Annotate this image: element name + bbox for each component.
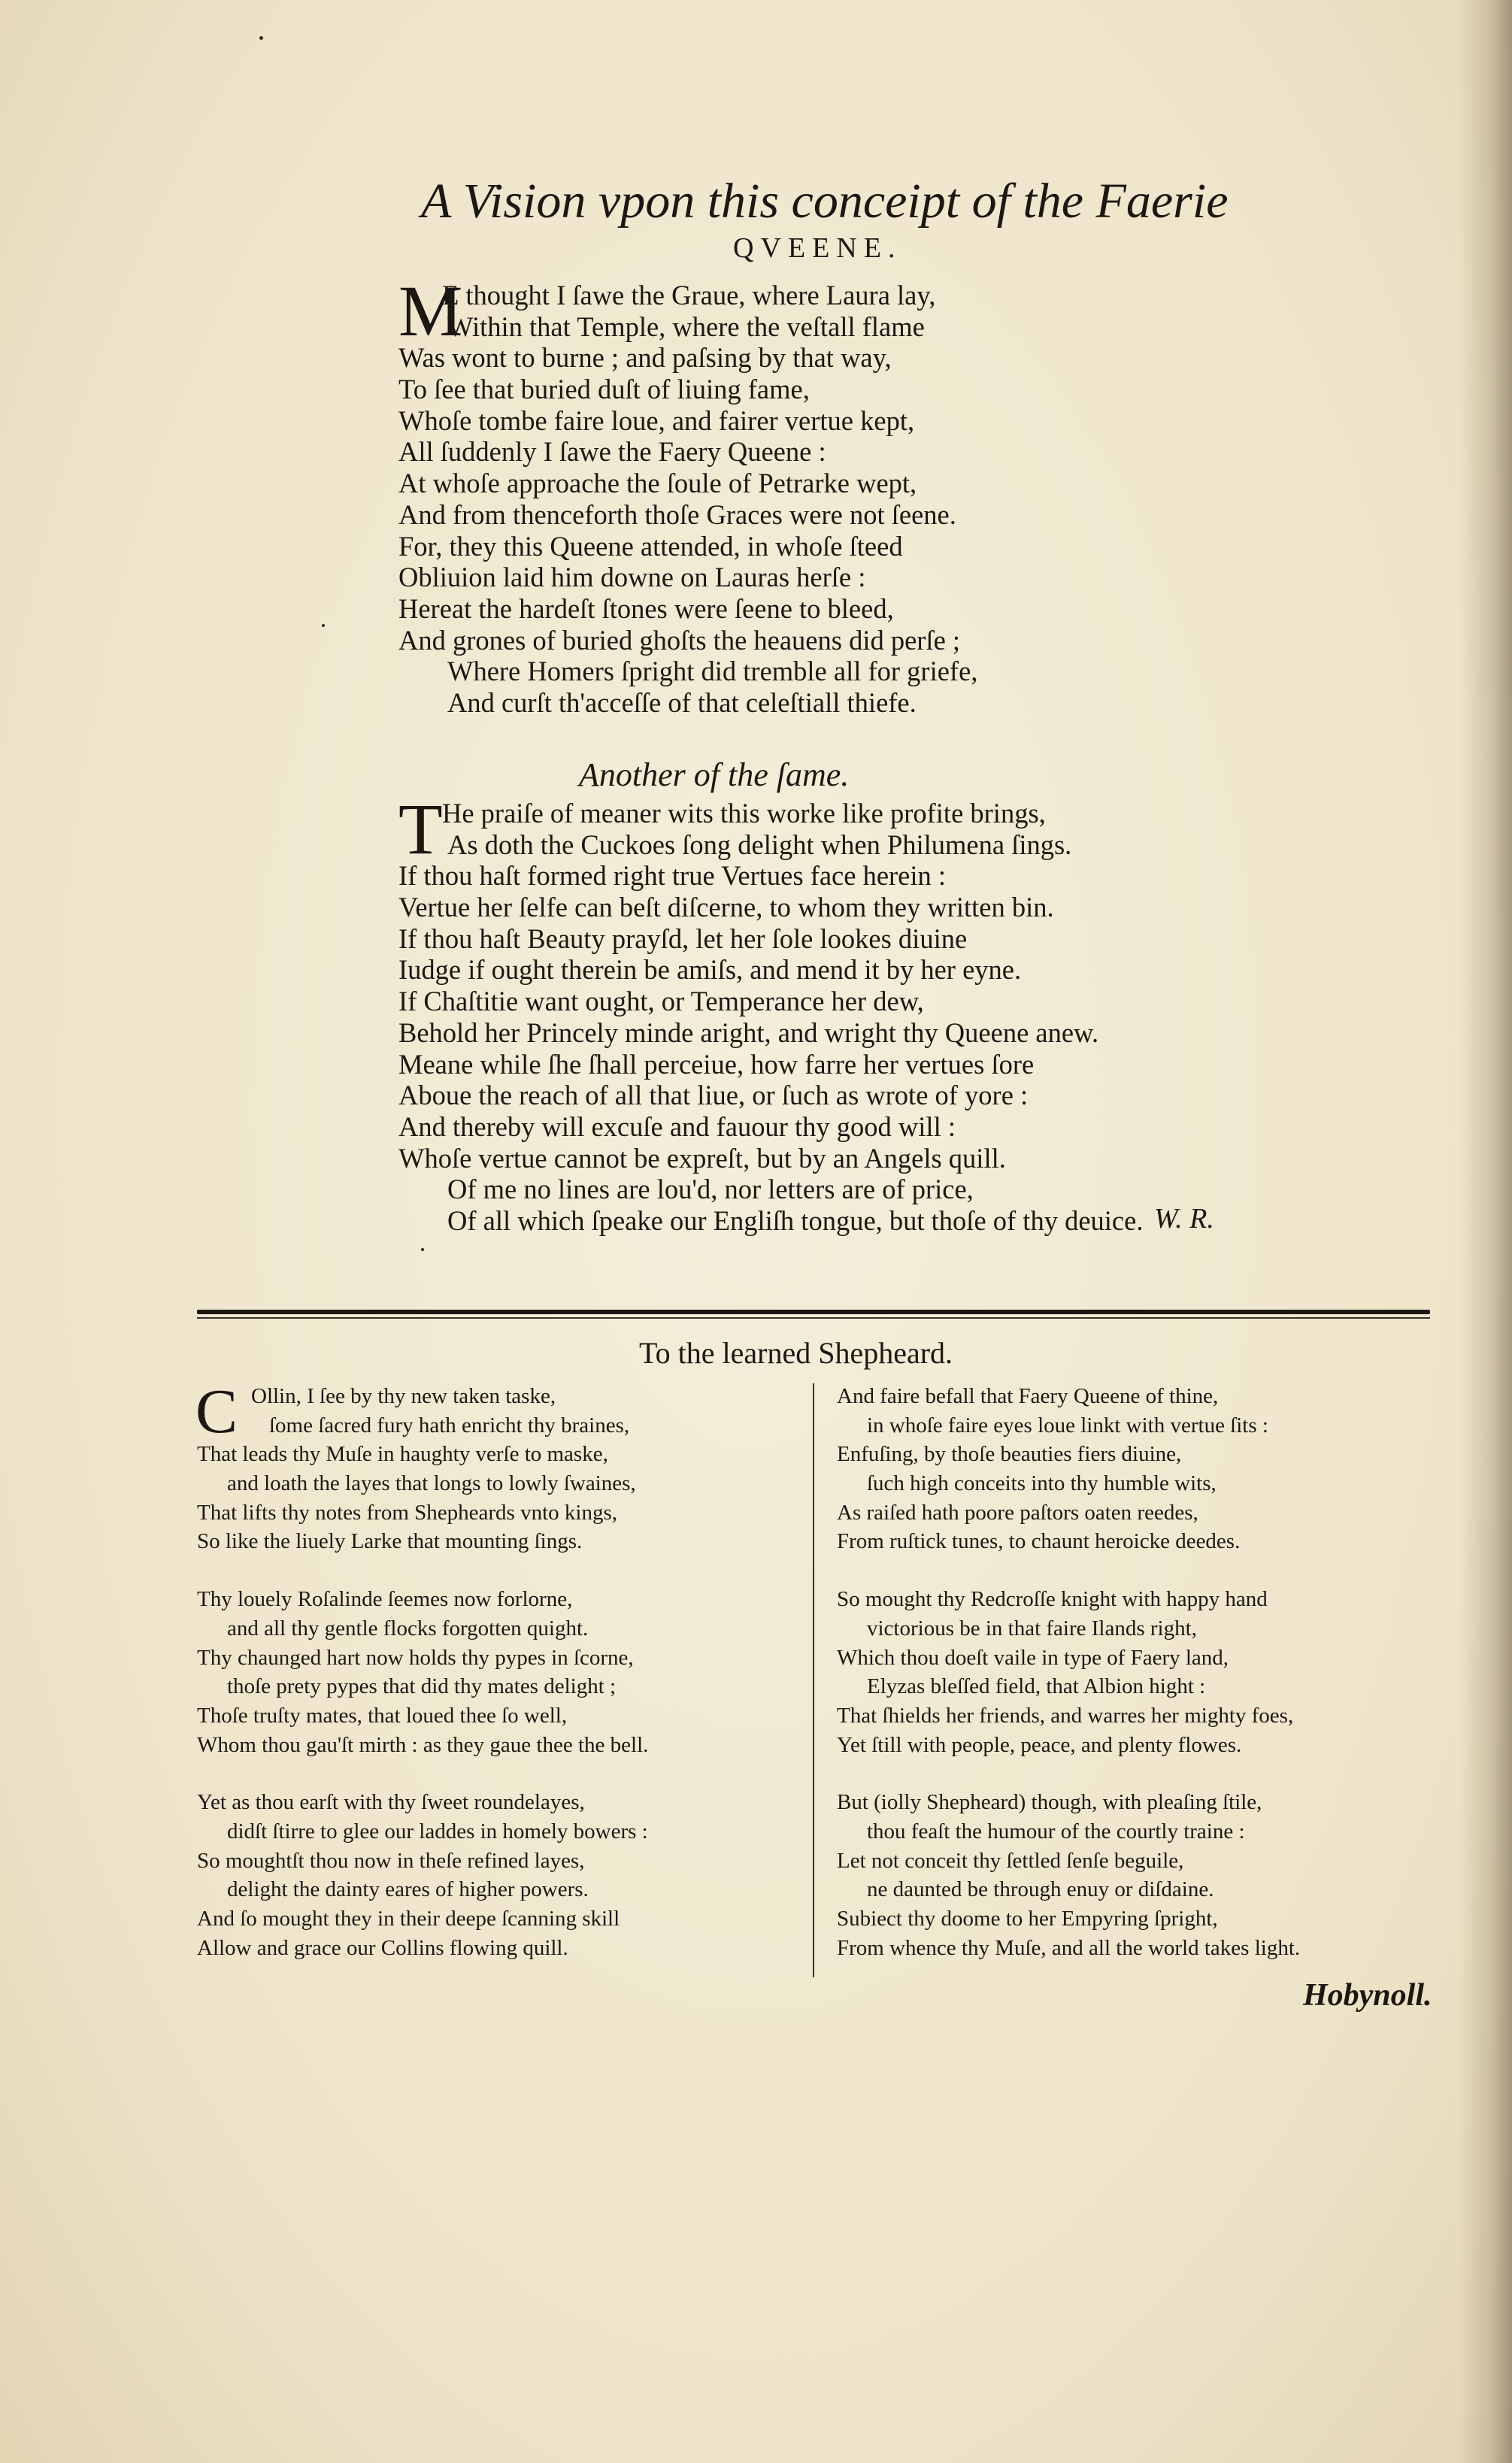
vision-title: A Vision vpon this conceipt of the Faerie [421, 174, 1229, 229]
verse-line: ne daunted be through enuy or diſdaine. [867, 1877, 1214, 1902]
poem-line: Behold her Princely minde aright, and wright thy Queene anew. [398, 1016, 1099, 1048]
verse-line: thoſe prety pypes that did thy mates delight ; [227, 1674, 617, 1699]
shepheard-left-column [195, 1377, 798, 1962]
dropcap-letter: C [195, 1377, 238, 1447]
poem-line: If thou haſt Beauty prayſd, let her ſole lookes diuine [398, 922, 968, 954]
poem-line: And from thenceforth thoſe Graces were not ſeene. [398, 498, 956, 530]
another-poem [398, 789, 1376, 1237]
verse-line: That leads thy Muſe in haughty verſe to maske, [197, 1442, 608, 1467]
verse-line: Which thou doeſt vaile in type of Faery land, [837, 1645, 1229, 1670]
verse-line: But (iolly Shepheard) though, with pleaſing ſtile, [837, 1790, 1262, 1815]
poem-line: E thought I ſawe the Graue, where Laura lay, [442, 280, 936, 311]
verse-line: ſome ſacred fury hath enricht thy braines, [269, 1413, 630, 1438]
verse-line: So moughtſt thou now in theſe refined layes, [197, 1848, 585, 1873]
verse-line: That ſhields her friends, and warres her mighty foes, [837, 1703, 1294, 1728]
verse-line: didſt ſtirre to glee our laddes in homely bowers : [227, 1819, 648, 1843]
verse-line: Enfuſing, by thoſe beauties fiers diuine, [837, 1442, 1182, 1467]
poem-line: Obliuion laid him downe on Lauras herſe : [398, 562, 866, 593]
poem-line: And grones of buried ghoſts the heauens did perſe ; [398, 624, 961, 656]
poem-line: If Chaſtitie want ought, or Temperance her dew, [398, 986, 924, 1017]
poem-line: And thereby will excuſe and fauour thy good will : [398, 1110, 956, 1142]
verse-line: victorious be in that faire Ilands right, [867, 1616, 1197, 1640]
poem-line: For, they this Queene attended, in whoſe ſteed [398, 530, 903, 562]
ink-fleck [259, 36, 263, 40]
poem-line: Where Homers ſpright did tremble all for griefe, [447, 656, 978, 687]
poem-line: Of all which ſpeake our Engliſh tongue, but thoſe of thy deuice. [447, 1204, 1144, 1236]
poem-line: He praiſe of meaner wits this worke like profite brings, [442, 798, 1046, 829]
section-divider-thin [197, 1317, 1430, 1319]
verse-line: And ſo mought they in their deepe ſcanning skill [197, 1907, 620, 1931]
verse-line: Thy chaunged hart now holds thy pypes in ſcorne, [197, 1645, 634, 1670]
verse-line: Ollin, I ſee by thy new taken taske, [251, 1384, 556, 1408]
poem-line: As doth the Cuckoes ſong delight when Philumena ſings. [447, 829, 1072, 860]
verse-line: Yet ſtill with people, peace, and plenty flowes. [837, 1732, 1242, 1757]
ink-fleck [421, 1248, 424, 1251]
verse-line: From ruſtick tunes, to chaunt heroicke deedes. [837, 1529, 1241, 1554]
poem-line: Whoſe vertue cannot be expreſt, but by an Angels quill. [398, 1142, 1006, 1174]
section-divider [197, 1310, 1430, 1314]
verse-line: Whom thou gau'ſt mirth : as they gaue thee the bell. [197, 1732, 649, 1757]
verse-line: and loath the layes that longs to lowly ſwaines, [227, 1471, 636, 1496]
verse-line: So mought thy Redcroſſe knight with happy hand [837, 1587, 1268, 1612]
vision-poem [398, 271, 1376, 719]
poem-line: If thou haſt formed right true Vertues face herein : [398, 860, 947, 892]
poem-line: Whoſe tombe faire loue, and fairer vertue kept, [398, 404, 915, 436]
shepheard-title: To the learned Shepheard. [639, 1336, 953, 1370]
signature-hobynoll: Hobynoll. [1303, 1978, 1432, 2013]
verse-line: Elyzas bleſſed field, that Albion hight : [867, 1674, 1206, 1699]
verse-line: Allow and grace our Collins flowing quill. [197, 1935, 568, 1960]
poem-line: To ſee that buried duſt of liuing fame, [398, 374, 810, 405]
verse-line: Yet as thou earſt with thy ſweet roundelayes, [197, 1790, 585, 1815]
poem-line: Iudge if ought therein be amiſs, and mend it by her eyne. [398, 954, 1022, 986]
poem-line: Hereat the hardeſt ſtones were ſeene to bleed, [398, 592, 894, 624]
vision-subtitle: QVEENE. [733, 232, 902, 264]
dropcap-letter: M [398, 271, 463, 351]
verse-line: Thy louely Roſalinde ſeemes now forlorne, [197, 1587, 573, 1612]
verse-line: delight the dainty eares of higher powers. [227, 1877, 589, 1902]
poem-line: Was wont to burne ; and paſsing by that way, [398, 342, 892, 374]
poem-line: Vertue her ſelfe can beſt diſcerne, to whom they written bin. [398, 892, 1054, 923]
verse-line: Thoſe truſty mates, that loued thee ſo well, [197, 1703, 568, 1728]
verse-line: and all thy gentle flocks forgotten quight. [227, 1616, 589, 1640]
verse-line: Subiect thy doome to her Empyring ſpright, [837, 1907, 1218, 1931]
signature-wr: W. R. [1154, 1203, 1214, 1235]
verse-line: From whence thy Muſe, and all the world takes light. [837, 1935, 1301, 1960]
page-edge-shadow [1459, 0, 1512, 2463]
poem-line: And curſt th'acceſſe of that celeſtiall thiefe. [447, 686, 917, 718]
poem-line: Meane while ſhe ſhall perceiue, how farre her vertues ſore [398, 1048, 1035, 1080]
poem-line: Within that Temple, where the veſtall flame [447, 311, 925, 342]
verse-line: As raiſed hath poore paſtors oaten reedes, [837, 1500, 1198, 1525]
verse-line: And faire befall that Faery Queene of thine, [837, 1384, 1219, 1408]
poem-line: Aboue the reach of all that liue, or ſuch as wrote of yore : [398, 1080, 1029, 1111]
verse-line: Let not conceit thy ſettled ſenſe beguile, [837, 1848, 1184, 1873]
column-divider [813, 1383, 814, 1977]
verse-line: That lifts thy notes from Shepheards vnto kings, [197, 1500, 617, 1525]
ink-fleck [322, 624, 325, 627]
another-title: Another of the ſame. [579, 756, 850, 793]
verse-line: thou feaſt the humour of the courtly traine : [867, 1819, 1245, 1843]
poem-line: All ſuddenly I ſawe the Faery Queene : [398, 436, 826, 468]
dropcap-letter: T [398, 789, 443, 869]
shepheard-right-column [837, 1382, 1438, 1962]
poem-line: At whoſe approache the ſoule of Petrarke wept, [398, 468, 917, 499]
poem-line: Of me no lines are lou'd, nor letters are of price, [447, 1174, 974, 1205]
verse-line: ſuch high conceits into thy humble wits, [867, 1471, 1217, 1496]
verse-line: in whoſe faire eyes loue linkt with vertue ſits : [867, 1413, 1268, 1438]
verse-line: So like the liuely Larke that mounting ſings. [197, 1529, 583, 1554]
